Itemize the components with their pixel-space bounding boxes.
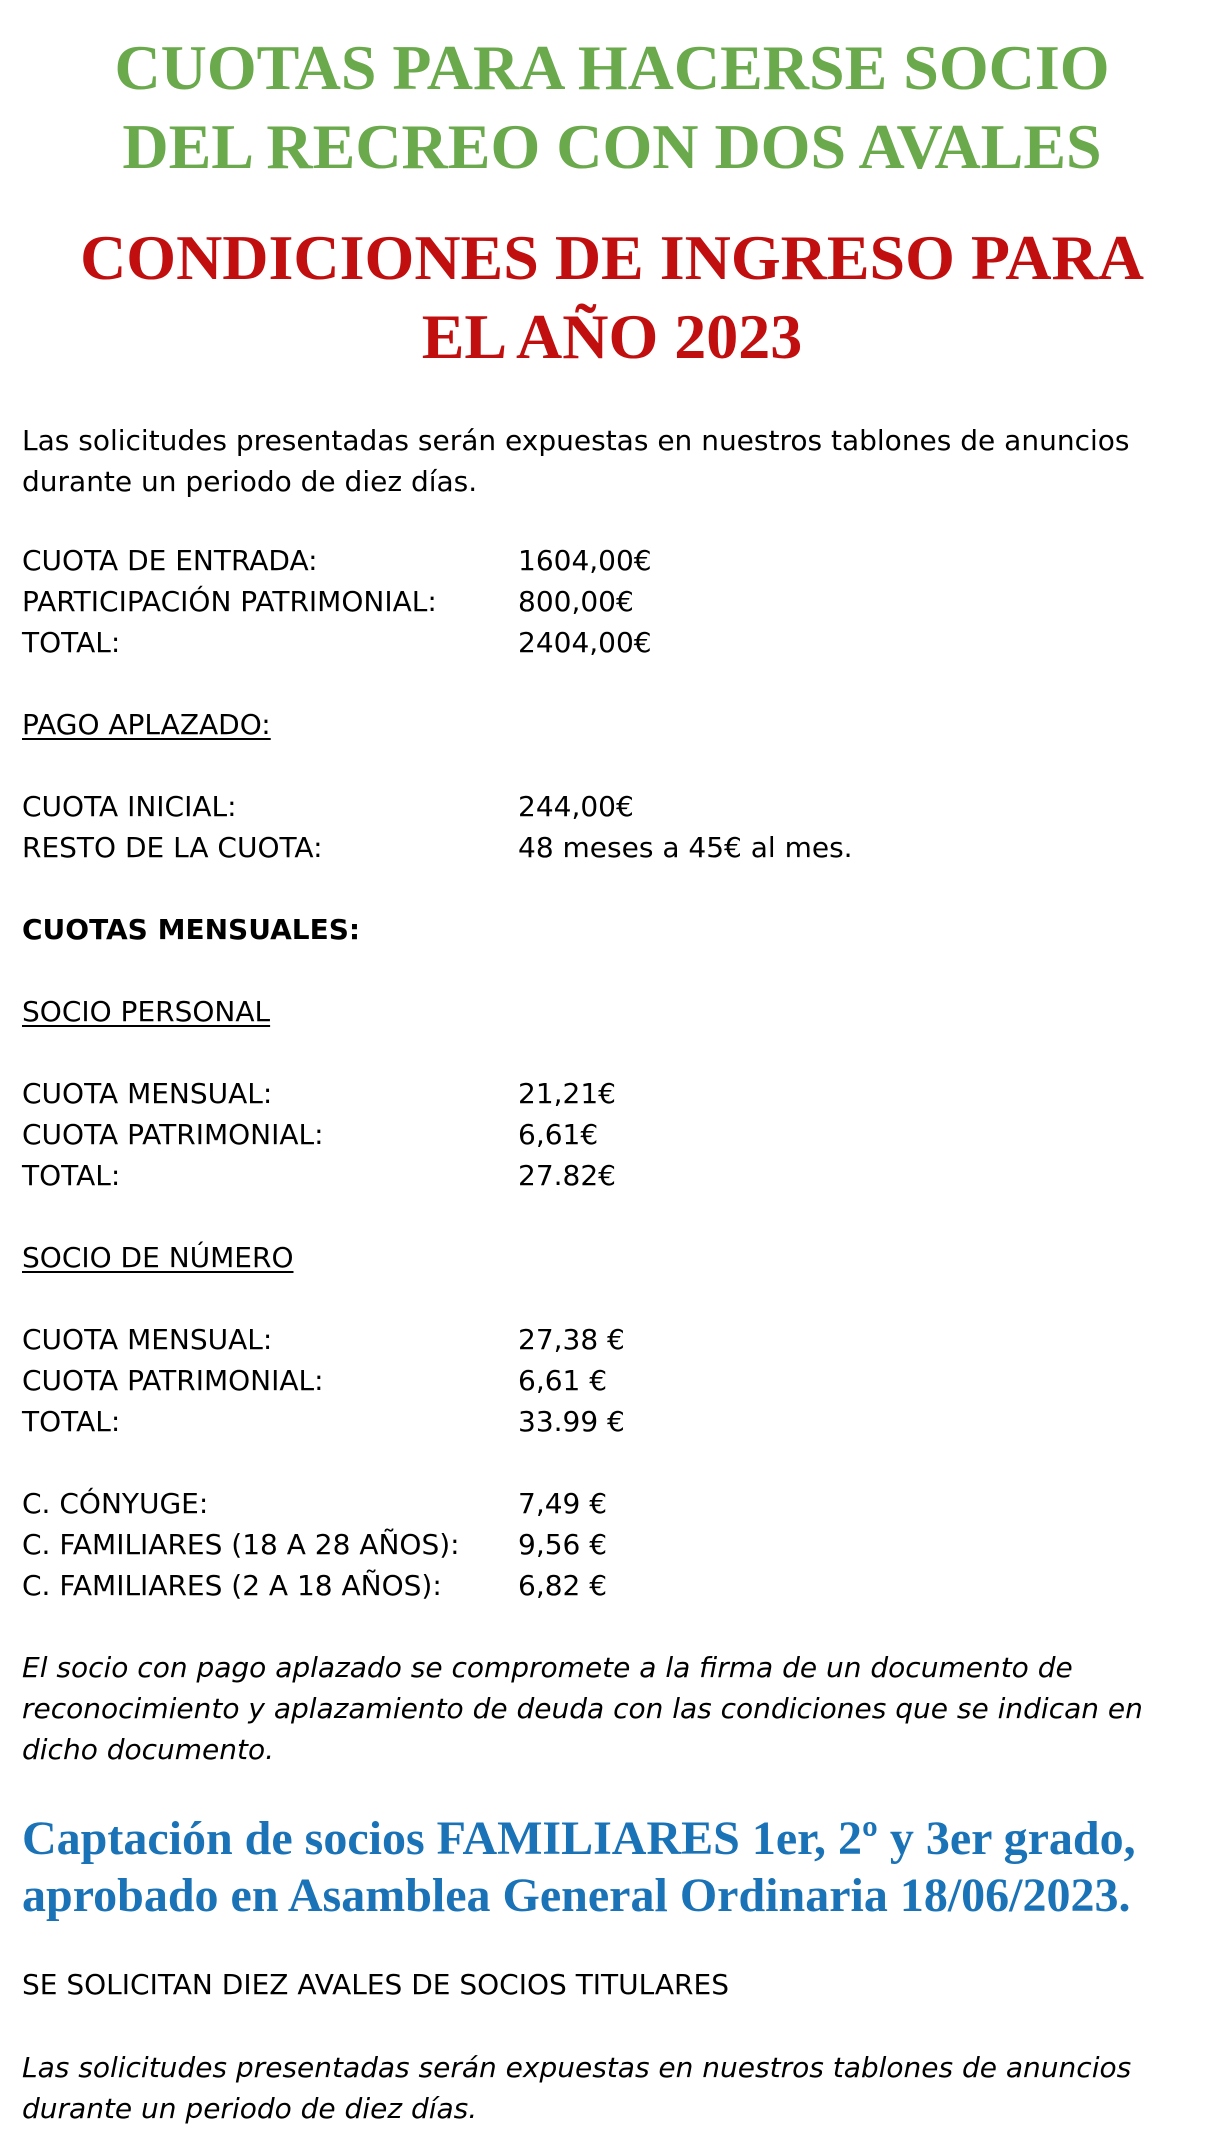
row-label: C. FAMILIARES (2 A 18 AÑOS):: [22, 1569, 442, 1602]
personal-row: [22, 1114, 598, 1155]
row-value: 1604,00€: [518, 544, 652, 577]
row-label: CUOTA DE ENTRADA:: [22, 544, 318, 577]
title-green: [0, 28, 1224, 186]
row-value: 27,38 €: [518, 1323, 625, 1356]
row-label: TOTAL:: [22, 1405, 121, 1438]
title-red-line-1: CONDICIONES DE INGRESO PARA: [80, 222, 1144, 293]
deferred-row: [22, 786, 634, 827]
avales-text: SE SOLICITAN DIEZ AVALES DE SOCIOS TITULARES: [22, 1968, 729, 2001]
row-value: 7,49 €: [518, 1487, 608, 1520]
intro-paragraph: Las solicitudes presentadas serán expuestas en nuestros tablones de anuncios durante un periodo de diez días.: [22, 424, 1130, 498]
row-value: 800,00€: [518, 585, 634, 618]
row-value: 6,61€: [518, 1118, 599, 1151]
personal-row: [22, 1073, 616, 1114]
row-label: TOTAL:: [22, 1159, 121, 1192]
closing-paragraph: Las solicitudes presentadas serán expuestas en nuestros tablones de anuncios durante un periodo de diez días.: [22, 2051, 1132, 2125]
monthly-heading: CUOTAS MENSUALES:: [22, 913, 361, 946]
row-value: 48 meses a 45€ al mes.: [518, 831, 853, 864]
row-label: CUOTA PATRIMONIAL:: [22, 1364, 324, 1397]
numero-row: [22, 1401, 625, 1442]
row-value: 6,61 €: [518, 1364, 608, 1397]
deferred-row: [22, 827, 853, 868]
row-label: C. FAMILIARES (18 A 28 AÑOS):: [22, 1528, 460, 1561]
row-label: CUOTA INICIAL:: [22, 790, 237, 823]
row-value: 2404,00€: [518, 626, 652, 659]
row-label: CUOTA MENSUAL:: [22, 1323, 273, 1356]
personal-heading: SOCIO PERSONAL: [22, 995, 271, 1028]
numero-row: [22, 1319, 625, 1360]
title-green-line-1: CUOTAS PARA HACERSE SOCIO: [114, 32, 1110, 103]
deferred-note: El socio con pago aplazado se compromete a la firma de un documento de reconocimiento y aplazamiento de deuda con las condiciones que se indican en dicho documento.: [22, 1651, 1143, 1766]
row-value: 244,00€: [518, 790, 634, 823]
family-row: [22, 1565, 607, 1606]
title-red-line-2: EL AÑO 2023: [421, 301, 803, 372]
title-blue-line-2: aprobado en Asamblea General Ordinaria 18/06/2023.: [22, 1869, 1131, 1922]
personal-row: [22, 1155, 616, 1196]
row-label: TOTAL:: [22, 626, 121, 659]
row-label: C. CÓNYUGE:: [22, 1487, 209, 1520]
row-value: 6,82 €: [518, 1569, 608, 1602]
title-red: [0, 218, 1224, 376]
row-label: CUOTA PATRIMONIAL:: [22, 1118, 324, 1151]
title-blue: [22, 1810, 1212, 1924]
row-label: PARTICIPACIÓN PATRIMONIAL:: [22, 585, 437, 618]
row-label: CUOTA MENSUAL:: [22, 1077, 273, 1110]
family-row: [22, 1483, 607, 1524]
numero-row: [22, 1360, 607, 1401]
title-green-line-2: DEL RECREO CON DOS AVALES: [122, 111, 1102, 182]
entry-row: [22, 581, 634, 622]
title-blue-line-1: Captación de socios FAMILIARES 1er, 2º y 3er grado,: [22, 1812, 1136, 1865]
row-value: 21,21€: [518, 1077, 616, 1110]
row-value: 9,56 €: [518, 1528, 608, 1561]
deferred-heading: PAGO APLAZADO:: [22, 708, 271, 741]
entry-row: [22, 622, 652, 663]
row-value: 27.82€: [518, 1159, 616, 1192]
row-label: RESTO DE LA CUOTA:: [22, 831, 323, 864]
numero-heading: SOCIO DE NÚMERO: [22, 1241, 294, 1274]
entry-row: [22, 540, 652, 581]
family-row: [22, 1524, 607, 1565]
row-value: 33.99 €: [518, 1405, 625, 1438]
